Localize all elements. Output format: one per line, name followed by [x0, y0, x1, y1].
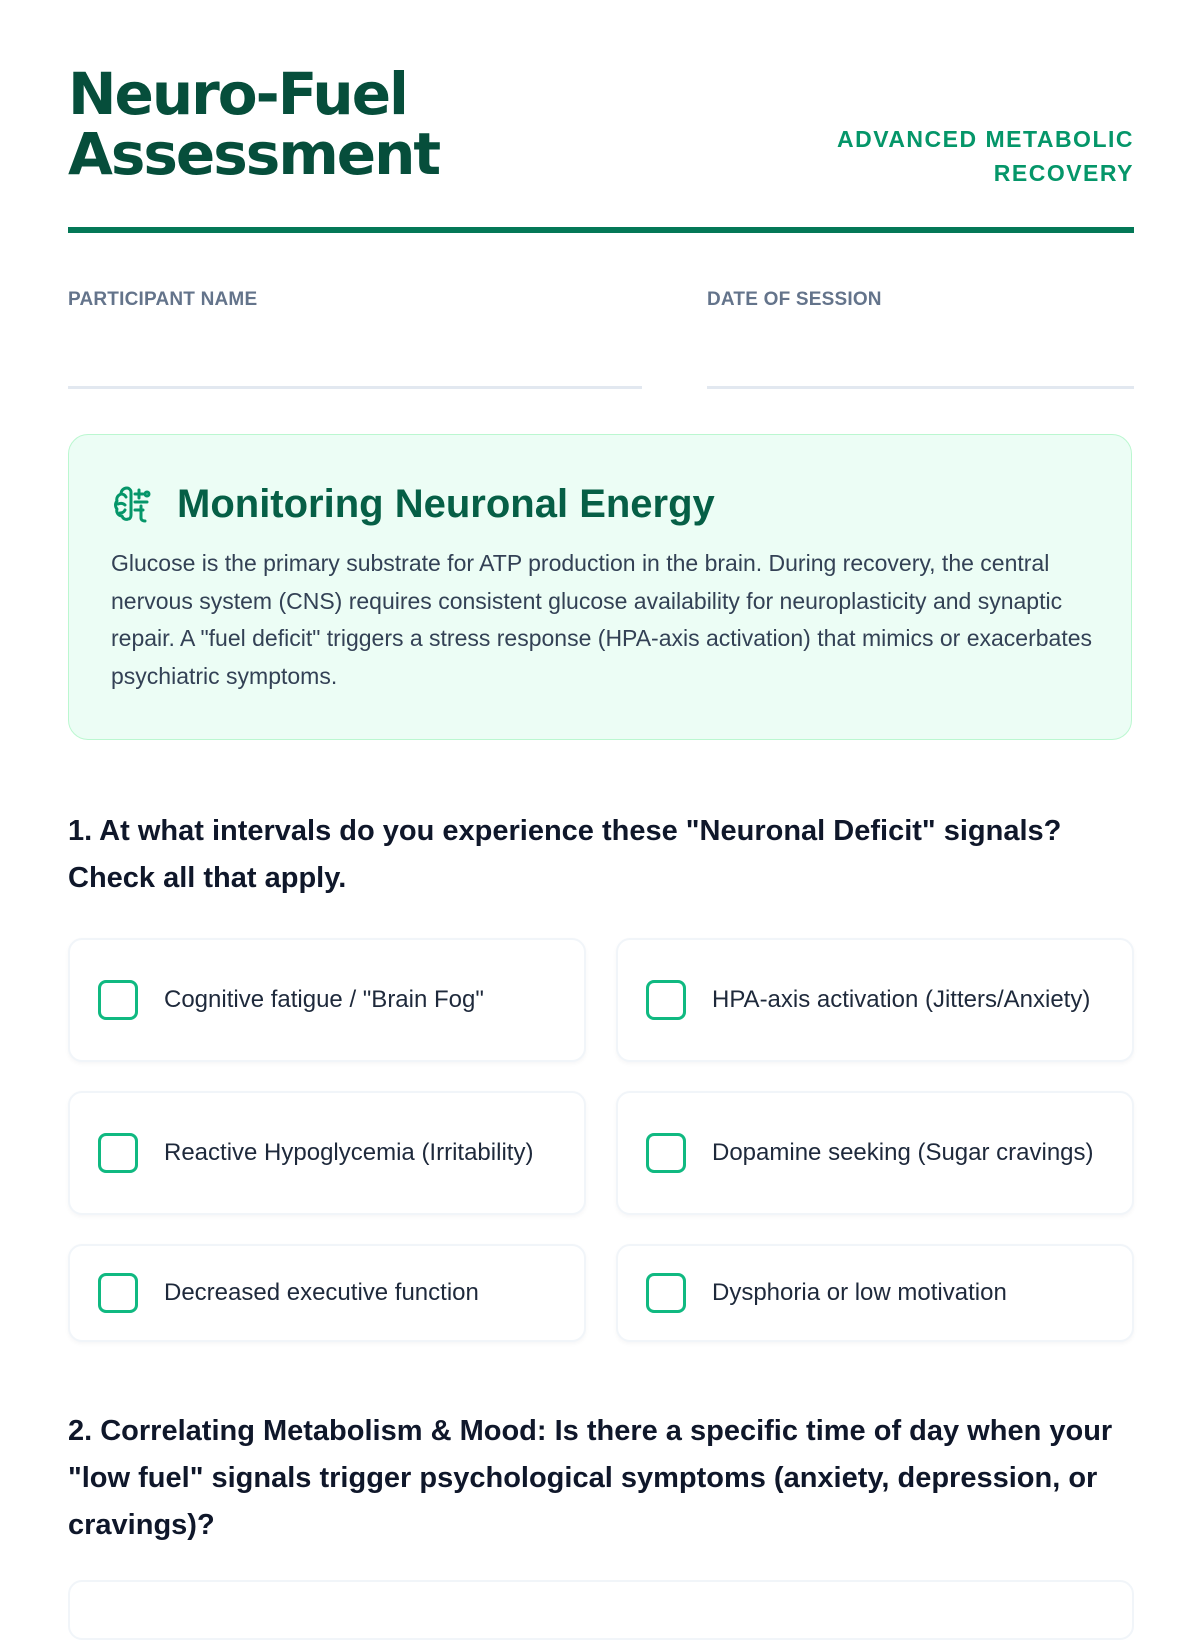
question-2-text: 2. Correlating Metabolism & Mood: Is there a specific time of day when your "low fuel" signals trigger psychological symptoms (anxiety, depression, or cravings)?: [68, 1415, 1113, 1541]
info-callout: [68, 434, 1132, 740]
checkbox[interactable]: [98, 980, 138, 1020]
question-1-text: 1. At what intervals do you experience these "Neuronal Deficit" signals? Check all that apply.: [68, 815, 1062, 894]
option-hpa-axis-activation[interactable]: [616, 938, 1134, 1062]
option-cognitive-fatigue[interactable]: [68, 938, 586, 1062]
option-dysphoria[interactable]: [616, 1244, 1134, 1342]
checkbox[interactable]: [646, 1273, 686, 1313]
option-label: Reactive Hypoglycemia (Irritability): [164, 1139, 534, 1166]
option-label: Dysphoria or low motivation: [712, 1279, 1007, 1306]
participant-name-field: [68, 288, 642, 389]
program-tagline: ADVANCED METABOLIC RECOVERY: [836, 126, 1134, 186]
brain-icon: [111, 482, 155, 526]
session-date-label: DATE OF SESSION: [707, 289, 882, 310]
checkbox[interactable]: [646, 980, 686, 1020]
header-divider: [68, 227, 1134, 233]
option-dopamine-seeking[interactable]: [616, 1091, 1134, 1215]
session-date-field: [707, 288, 1134, 389]
question-2-answer-field[interactable]: [68, 1580, 1134, 1640]
option-decreased-executive-function[interactable]: [68, 1244, 586, 1342]
option-label: HPA-axis activation (Jitters/Anxiety): [712, 986, 1091, 1013]
session-date-input[interactable]: [707, 352, 1134, 389]
option-label: Cognitive fatigue / "Brain Fog": [164, 986, 484, 1013]
participant-name-input[interactable]: [68, 352, 642, 389]
option-label: Decreased executive function: [164, 1279, 479, 1306]
option-label: Dopamine seeking (Sugar cravings): [712, 1139, 1094, 1166]
checkbox[interactable]: [98, 1273, 138, 1313]
checkbox[interactable]: [646, 1133, 686, 1173]
header: [68, 60, 1134, 234]
page-title: Neuro-Fuel Assessment: [68, 60, 440, 188]
info-heading: [111, 479, 715, 529]
info-title: Monitoring Neuronal Energy: [177, 482, 715, 526]
participant-name-label: PARTICIPANT NAME: [68, 289, 258, 310]
info-description: Glucose is the primary substrate for ATP production in the brain. During recovery, the central nervous system (CNS) requires consistent glucose availability for neuroplasticity and synaptic repair. A "fuel deficit" triggers a stress response (HPA-axis activation) that mimics or exacerbates psychiatric symptoms.: [111, 550, 1093, 689]
option-reactive-hypoglycemia[interactable]: [68, 1091, 586, 1215]
checkbox[interactable]: [98, 1133, 138, 1173]
